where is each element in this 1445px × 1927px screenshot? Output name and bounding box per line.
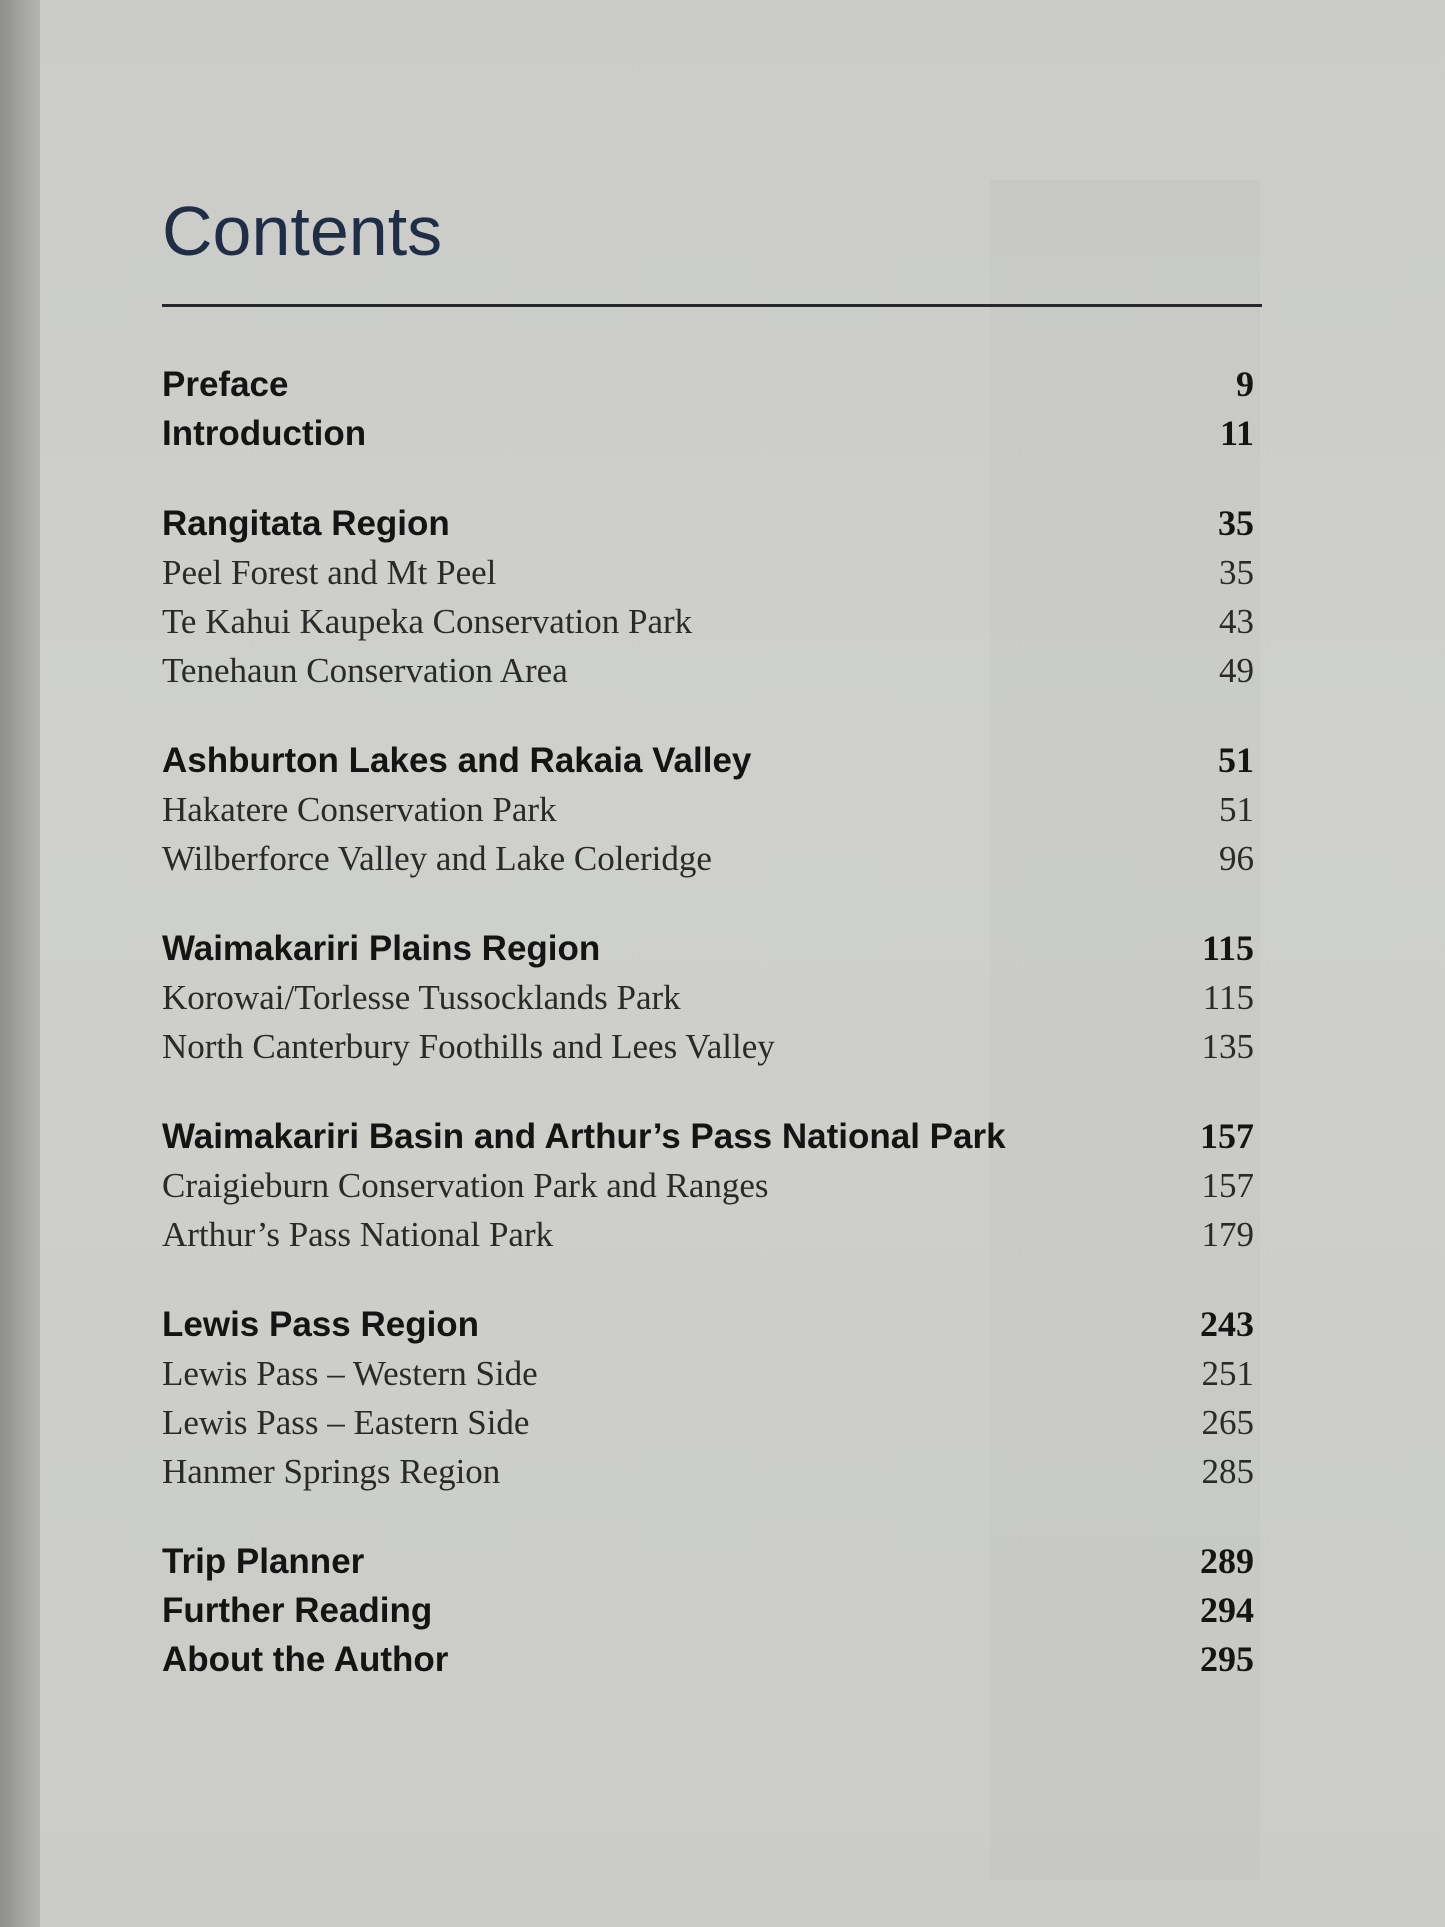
entry-page-number: 289 [1200, 1541, 1254, 1581]
entry-label: Ashburton Lakes and Rakaia Valley [162, 741, 752, 780]
toc-heading-entry [162, 736, 1254, 785]
entry-page-number: 157 [1201, 1166, 1254, 1205]
entry-page-number: 51 [1219, 790, 1254, 829]
entry-page-number: 265 [1201, 1403, 1254, 1442]
entry-page-number: 43 [1219, 602, 1254, 641]
toc-subentry [162, 1210, 1254, 1259]
entry-label: Arthur’s Pass National Park [162, 1215, 554, 1254]
toc-section [162, 499, 1254, 695]
entry-label: Tenehaun Conservation Area [162, 651, 568, 690]
toc-subentry [162, 1022, 1254, 1071]
entry-label: Preface [162, 365, 289, 404]
entry-label: Waimakariri Basin and Arthur’s Pass National Park [162, 1117, 1006, 1156]
entry-page-number: 35 [1218, 503, 1254, 543]
entry-label: Korowai/Torlesse Tussocklands Park [162, 978, 681, 1017]
entry-page-number: 251 [1201, 1354, 1254, 1393]
toc-subentry [162, 597, 1254, 646]
toc-heading-entry [162, 924, 1254, 973]
title-divider [162, 304, 1262, 307]
entry-label: Lewis Pass – Western Side [162, 1354, 538, 1393]
entry-page-number: 285 [1201, 1452, 1254, 1491]
toc-section [162, 1537, 1254, 1684]
toc-subentry [162, 785, 1254, 834]
entry-label: Wilberforce Valley and Lake Coleridge [162, 839, 712, 878]
entry-page-number: 49 [1219, 651, 1254, 690]
toc-heading-entry [162, 1586, 1254, 1635]
toc-heading-entry [162, 1635, 1254, 1684]
toc-heading-entry [162, 1112, 1254, 1161]
toc-subentry [162, 548, 1254, 597]
table-of-contents [162, 360, 1254, 1725]
entry-label: Te Kahui Kaupeka Conservation Park [162, 602, 693, 641]
page-title: Contents [162, 192, 443, 270]
entry-page-number: 294 [1200, 1590, 1254, 1630]
entry-page-number: 135 [1201, 1027, 1254, 1066]
toc-heading-entry [162, 409, 1254, 458]
toc-subentry [162, 834, 1254, 883]
entry-label: Craigieburn Conservation Park and Ranges [162, 1166, 769, 1205]
toc-subentry [162, 646, 1254, 695]
toc-subentry [162, 1398, 1254, 1447]
toc-heading-entry [162, 360, 1254, 409]
toc-section [162, 736, 1254, 883]
toc-section [162, 1112, 1254, 1259]
entry-page-number: 115 [1202, 978, 1254, 1017]
entry-page-number: 35 [1219, 553, 1254, 592]
toc-heading-entry [162, 1300, 1254, 1349]
entry-page-number: 11 [1219, 413, 1254, 453]
entry-label: Lewis Pass – Eastern Side [162, 1403, 530, 1442]
entry-page-number: 179 [1201, 1215, 1254, 1254]
entry-label: Rangitata Region [162, 504, 450, 543]
entry-label: Waimakariri Plains Region [162, 929, 601, 968]
entry-page-number: 157 [1200, 1116, 1254, 1156]
entry-page-number: 51 [1218, 740, 1254, 780]
entry-label: About the Author [162, 1640, 449, 1679]
toc-section [162, 924, 1254, 1071]
entry-label: Hanmer Springs Region [162, 1452, 501, 1491]
entry-label: North Canterbury Foothills and Lees Valley [162, 1027, 775, 1066]
entry-label: Further Reading [162, 1591, 433, 1630]
toc-subentry [162, 1447, 1254, 1496]
entry-page-number: 115 [1201, 928, 1254, 968]
entry-label: Peel Forest and Mt Peel [162, 553, 497, 592]
entry-label: Trip Planner [162, 1542, 365, 1581]
entry-page-number: 9 [1236, 364, 1254, 404]
toc-subentry [162, 1349, 1254, 1398]
entry-page-number: 243 [1200, 1304, 1254, 1344]
entry-page-number: 96 [1219, 839, 1254, 878]
entry-label: Lewis Pass Region [162, 1305, 480, 1344]
toc-heading-entry [162, 499, 1254, 548]
toc-heading-entry [162, 1537, 1254, 1586]
entry-label: Hakatere Conservation Park [162, 790, 557, 829]
toc-section [162, 1300, 1254, 1496]
toc-section [162, 360, 1254, 458]
toc-subentry [162, 1161, 1254, 1210]
toc-subentry [162, 973, 1254, 1022]
entry-page-number: 295 [1200, 1639, 1254, 1679]
entry-label: Introduction [162, 414, 367, 453]
